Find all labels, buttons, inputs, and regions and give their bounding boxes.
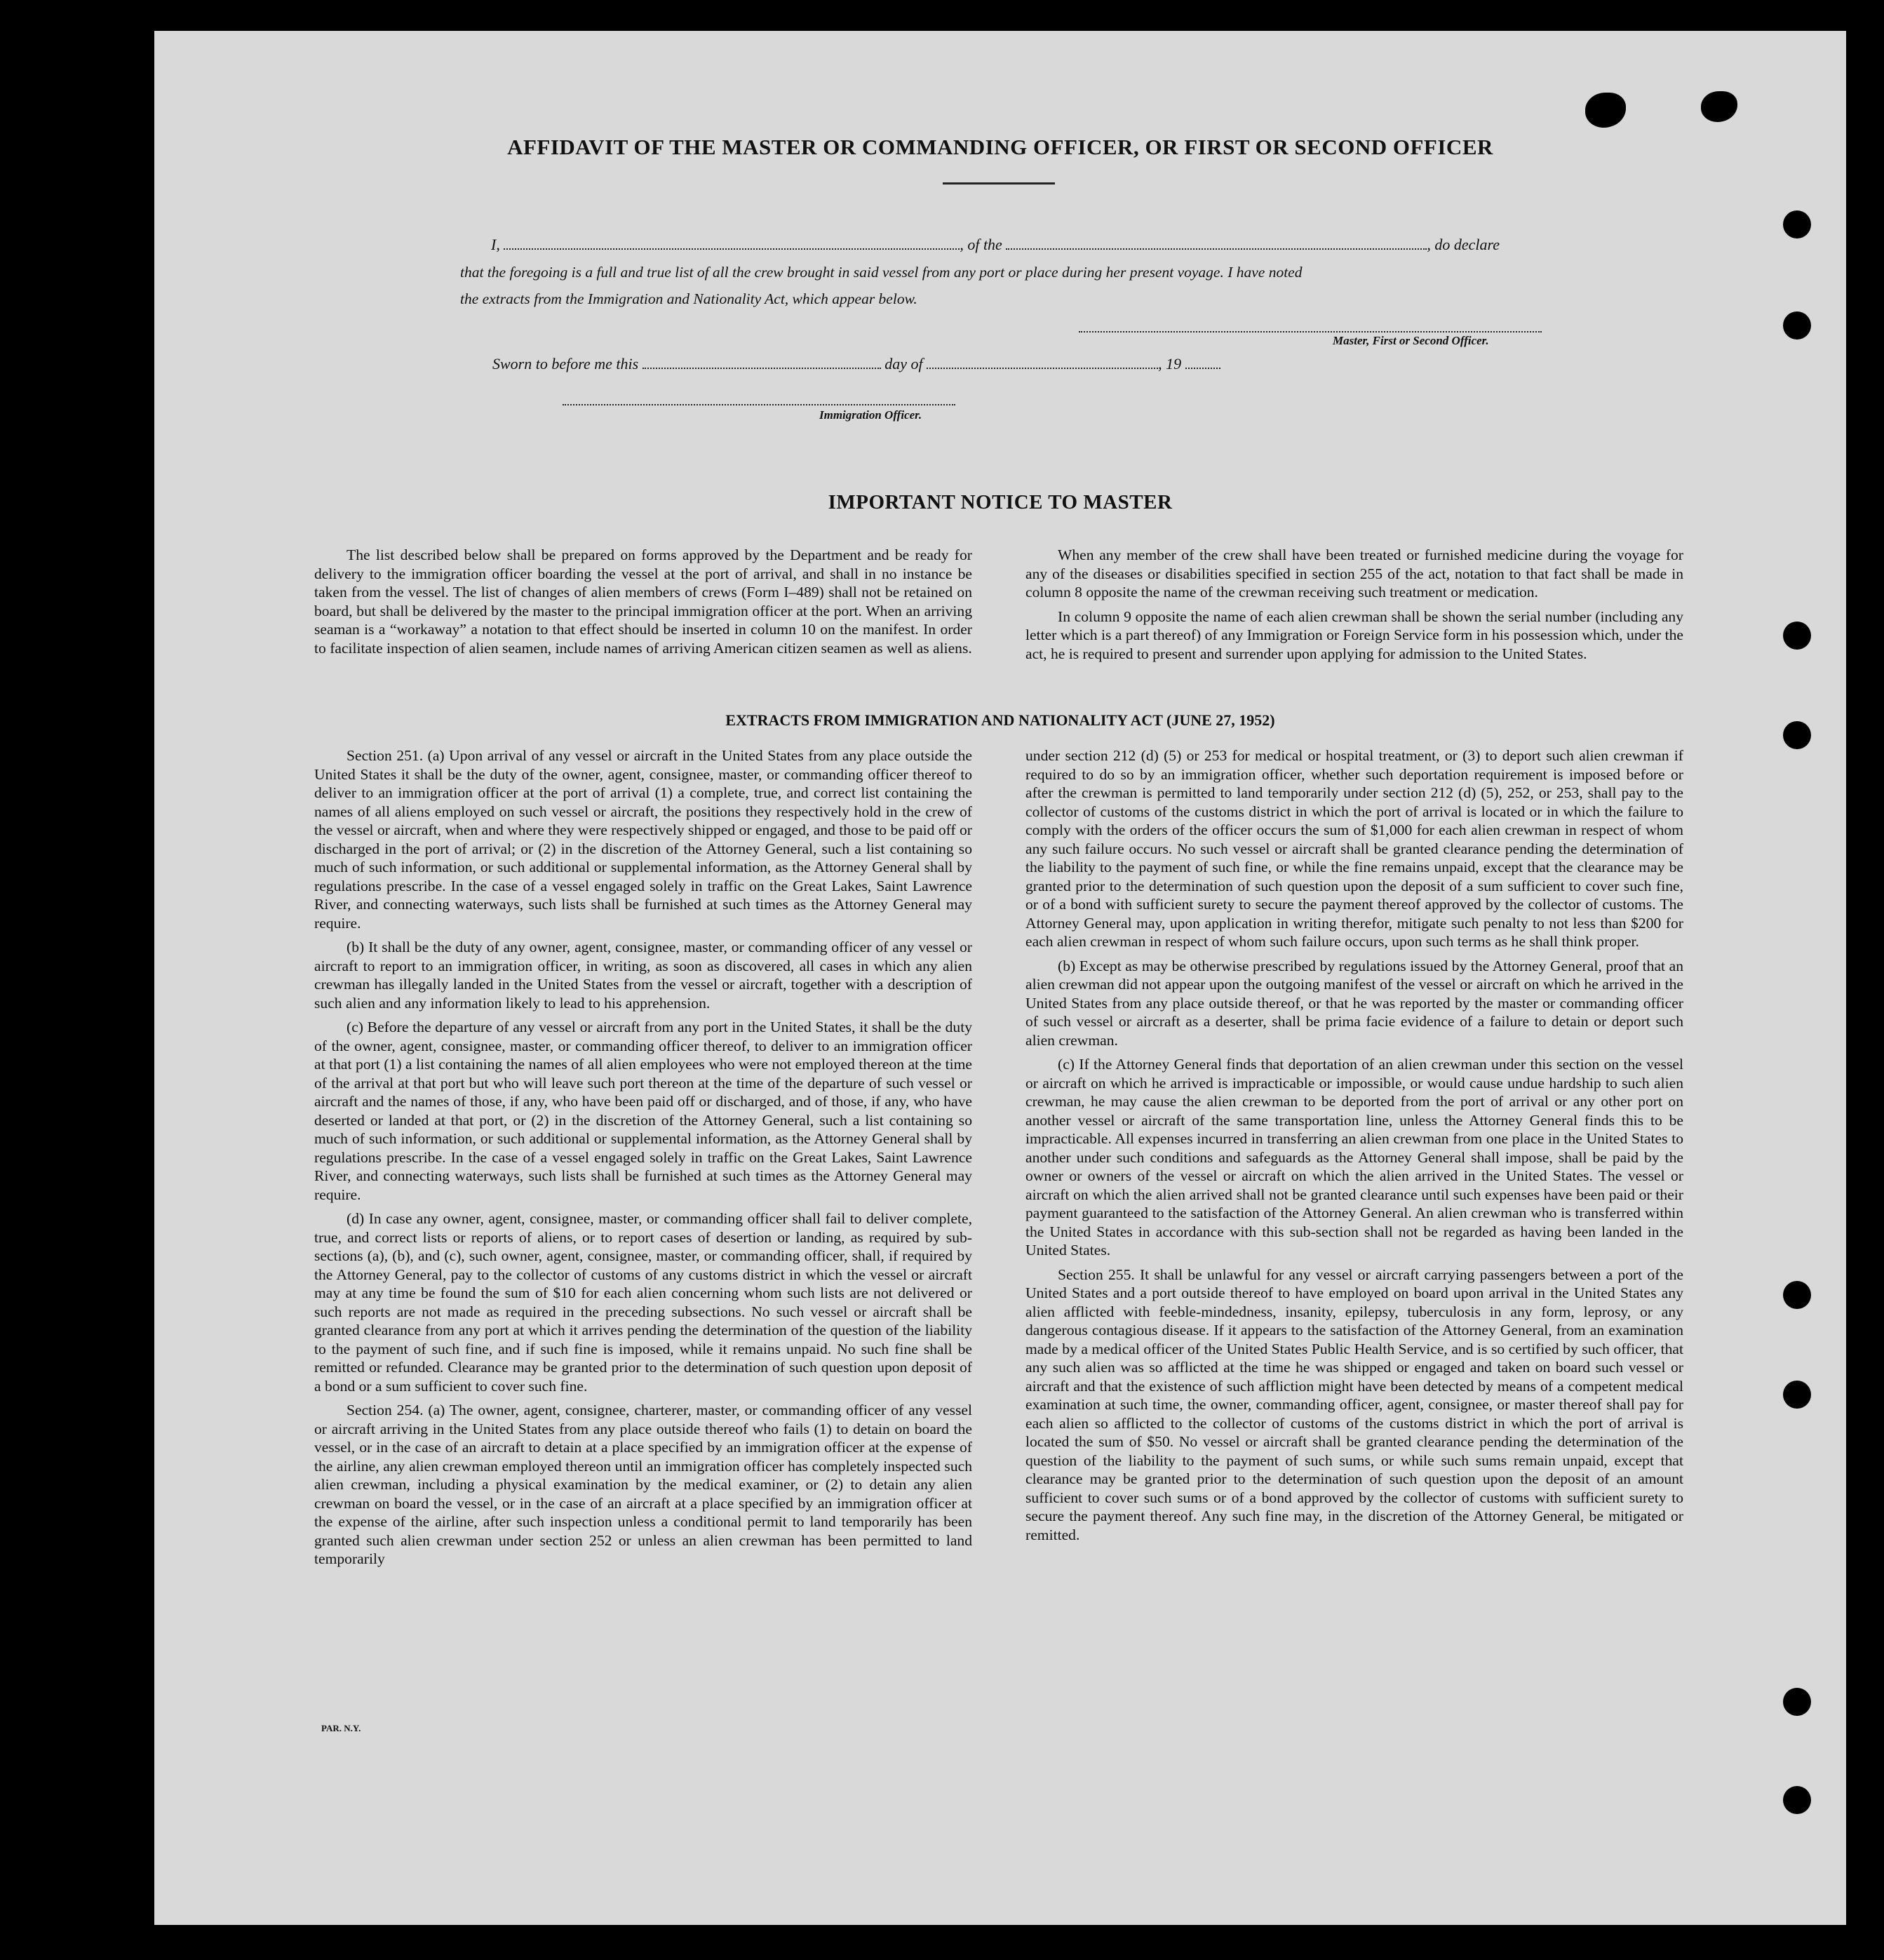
notice-title: IMPORTANT NOTICE TO MASTER <box>828 491 1173 514</box>
declaration-text-1: that the foregoing is a full and true list of all the crew brought in said vessel from any port or place during her present voyage. I have noted <box>460 264 1303 281</box>
notice-left-paragraph: The list described below shall be prepared on forms approved by the Department and be ready for delivery to the immigration officer boarding the vessel at the port of arrival, and shall in no instance be taken from the vessel. The list of changes of alien members of crews (Form I–489) shall not be retained on board, but shall be delivered by the master to the principal immigration officer at the port. When an arriving seaman is a “workaway” a notation to that effect should be inserted in column 10 on the manifest. In order to facilitate inspection of alien seamen, include names of arriving American citizen seamen as well as aliens. <box>314 546 972 657</box>
master-signature-label: Master, First or Second Officer. <box>1333 334 1489 347</box>
sworn-label: Sworn to before me this <box>492 355 639 372</box>
year-label: , 19 <box>1158 355 1182 372</box>
section-251c: (c) Before the departure of any vessel or aircraft from any port in the United States, it shall be the duty of the owner, agent, consignee, master, or commanding officer thereof, to deliver to an immigration officer at that port (1) a list containing the names of all alien employees who were not employed thereon at the time of the arrival at that port but who will leave such port thereon at the time of the departure of such vessel or aircraft and the names of those, if any, who have been paid off or discharged, and of those, if any, who have deserted or landed at that port, or (2) in the discretion of the Attorney General, such a list containing so much of such information, or such additional or supplemental information, as the Attorney General shall by regulations prescribe. In the case of a vessel engaged solely in traffic on the Great Lakes, Saint Lawrence River, and connecting waterways, such lists shall be furnished at such times as the Attorney General may require. <box>314 1019 972 1203</box>
extracts-title: EXTRACTS FROM IMMIGRATION AND NATIONALITY ACT (JUNE 27, 1952) <box>725 711 1275 729</box>
section-251a: Section 251. (a) Upon arrival of any vessel or aircraft in the United States from any place outside the United States it shall be the duty of the owner, agent, consignee, master, or commanding officer thereof to deliver to an immigration officer at the port of arrival (1) a complete, true, and correct list containing the names of all aliens employed on such vessel or aircraft, the positions they respectively hold in the crew of the vessel or aircraft, when and where they were respectively shipped or engaged, and those to be paid off or discharged in the port of arrival; or (2) in the discretion of the Attorney General, such a list containing so much of such information, or such additional or supplemental information, as the Attorney General shall by regulations prescribe. In the case of a vessel engaged solely in traffic on the Great Lakes, Saint Lawrence River, and connecting waterways, such lists shall be furnished at such times as the Attorney General may require. <box>314 747 972 932</box>
affidavit-declaration-line <box>491 236 1711 254</box>
binder-hole <box>1783 1381 1811 1409</box>
officer-signature-line[interactable] <box>563 404 955 405</box>
binder-hole <box>1783 1688 1811 1716</box>
name-field[interactable] <box>504 248 960 250</box>
binder-hole <box>1783 622 1811 650</box>
notice-right-column <box>1025 546 1683 669</box>
officer-signature-label: Immigration Officer. <box>819 408 922 422</box>
i-label: I, <box>491 236 500 253</box>
punch-mark <box>1585 93 1626 128</box>
affidavit-title: AFFIDAVIT OF THE MASTER OR COMMANDING OFFICER, OR FIRST OR SECOND OFFICER <box>507 135 1493 159</box>
notice-right-paragraph-2: In column 9 opposite the name of each alien crewman shall be shown the serial number (including any letter which is a part thereof) of any Immigration or Foreign Service form in his possession which, under the act, he is required to present and surrender upon applying for admission to the United States. <box>1025 608 1683 662</box>
title-rule <box>943 182 1055 184</box>
extracts-right-column <box>1025 746 1683 1550</box>
sworn-day-field[interactable] <box>642 368 881 369</box>
section-254b: (b) Except as may be otherwise prescribed by regulations issued by the Attorney General, proof that an alien crewman did not appear upon the outgoing manifest of the vessel or aircraft on which he arrived in the United States from any place outside thereof, or that he was reported by the master or commanding officer of such vessel or aircraft as a deserter, shall be prima facie evidence of a failure to detain or deport such alien crewman. <box>1025 957 1683 1049</box>
notice-right-paragraph-1: When any member of the crew shall have been treated or furnished medicine during the voyage for any of the diseases or disabilities specified in section 255 of the act, notation to that fact shall be made in column 8 opposite the name of the crewman receiving such treatment or medication. <box>1025 546 1683 600</box>
of-the-label: , of the <box>960 236 1002 253</box>
punch-mark <box>1701 91 1737 122</box>
sworn-line <box>492 355 1220 373</box>
section-251b: (b) It shall be the duty of any owner, agent, consignee, master, or commanding officer of any vessel or aircraft to report to an immigration officer, in writing, as soon as discovered, all cases in which any alien crewman has illegally landed in the United States from the vessel or aircraft, together with a description of such alien and any information likely to lead to his apprehension. <box>314 939 972 1012</box>
binder-hole <box>1783 311 1811 340</box>
section-254a: Section 254. (a) The owner, agent, consignee, charterer, master, or commanding officer of any vessel or aircraft arriving in the United States from any place outside thereof who fails (1) to detain on board the vessel, or in the case of an aircraft to detain at a place specified by an immigration officer at the expense of the airline, any alien crewman employed thereon until an immigration officer has completely inspected such alien crewman, including a physical examination by the medical examiner, or (2) to detain any alien crewman on board the vessel, or in the case of an aircraft at a place specified by an immigration officer at the expense of the airline, after such inspection unless a conditional permit to land temporarily has been granted such alien crewman under section 252 or unless an alien crewman has been permitted to land temporarily <box>314 1402 972 1567</box>
sworn-year-field[interactable] <box>1185 368 1220 369</box>
section-251d: (d) In case any owner, agent, consignee, master, or commanding officer shall fail to deliver complete, true, and correct lists or reports of aliens, or to report cases of desertion or landing, as required by sub-sections (a), (b), and (c), such owner, agent, consignee, master, or commanding officer, shall, if required by the Attorney General, pay to the collector of customs of any customs district in which the vessel or aircraft may at any time be found the sum of $10 for each alien concerning whom such lists are not delivered or such reports are not made as required in the preceding subsections. No such vessel or aircraft shall be granted clearance from any port at which it arrives pending the determination of the question of the liability to the payment of such fine, and if such fine is imposed, while it remains unpaid. No such fine shall be remitted or refunded. Clearance may be granted prior to the determination of such question upon deposit of a bond or a sum sufficient to cover such fine. <box>314 1210 972 1395</box>
section-255: Section 255. It shall be unlawful for any vessel or aircraft carrying passengers between a port of the United States and a port outside thereof to have employed on board upon arrival in the United States any alien afflicted with feeble-mindedness, insanity, epilepsy, tuberculosis in any form, leprosy, or any dangerous contagious disease. If it appears to the satisfaction of the Attorney General, from an examination made by a medical officer of the United States Public Health Service, and is so certified by such officer, that any such alien was so afflicted at the time he was shipped or engaged and taken on board such vessel or aircraft and that the existence of such affliction might have been detected by means of a competent medical examination at such time, the owner, commanding officer, agent, consignee, or master thereof shall pay for each alien so afflicted to the collector of customs of the customs district in which the port of arrival is located the sum of $50. No vessel or aircraft shall be granted clearance pending the determination of the question of the liability to the payment of such sums, or while such sums remain unpaid, except that clearance may be granted prior to the determination of such question upon the deposit of an amount sufficient to cover such sums or of a bond approved by the collector of customs with sufficient surety to secure the payment thereof. Any such fine may, in the discretion of the Attorney General, be mitigated or remitted. <box>1025 1266 1683 1543</box>
binder-hole <box>1783 1786 1811 1814</box>
master-signature-line[interactable] <box>1079 331 1542 333</box>
extracts-left-column <box>314 746 972 1574</box>
section-254a-continued: under section 212 (d) (5) or 253 for medical or hospital treatment, or (3) to deport such alien crewman if required to do so by an immigration officer, whether such deportation requirement is imposed before or after the crewman is permitted to land temporarily under section 212 (d) (5), 252, or 253, shall pay to the collector of customs of the customs district in which the port of arrival is located or in which the failure to comply with the orders of the officer occurs the sum of $1,000 for each alien crewman in respect of whom any such failure occurs. No such vessel or aircraft shall be granted clearance pending the determination of the liability to the payment of such fine, or while the fine remains unpaid, except that the clearance may be granted prior to the determination of such question upon the deposit of a sum sufficient to cover such fine, or of a bond with sufficient surety to secure the payment thereof approved by the collector of customs. The Attorney General may, upon application in writing therefor, mitigate such penalty to not less than $200 for each alien crewman in respect of whom such failure occurs, upon such terms as he shall think proper. <box>1025 747 1683 950</box>
day-of-label: day of <box>884 355 923 372</box>
document-page <box>154 31 1846 1925</box>
sworn-month-field[interactable] <box>927 368 1158 369</box>
do-declare-label: , do declare <box>1427 236 1500 253</box>
printer-mark: PAR. N.Y. <box>321 1723 361 1733</box>
section-254c: (c) If the Attorney General finds that deportation of an alien crewman under this section on the vessel or aircraft on which he arrived is impracticable or impossible, or would cause undue hardship to such alien crewman, he may cause the alien crewman to be deported from the port of arrival or any other port on another vessel or aircraft of the same transportation line, unless the Attorney General finds this to be impracticable. All expenses incurred in transferring an alien crewman from one place in the United States to another under such conditions and safeguards as the Attorney General shall impose, shall be paid by the owner or owners of the vessel or aircraft on which the alien arrived in the United States. The vessel or aircraft on which the alien arrived shall not be granted clearance until such expenses have been paid or their payment guaranteed to the satisfaction of the Attorney General. An alien crewman who is transferred within the United States in accordance with this sub-section shall not be regarded as having been landed in the United States. <box>1025 1056 1683 1258</box>
declaration-text-2: the extracts from the Immigration and Nationality Act, which appear below. <box>460 290 917 307</box>
notice-left-column <box>314 546 972 663</box>
vessel-field[interactable] <box>1006 248 1427 250</box>
binder-hole <box>1783 210 1811 239</box>
binder-hole <box>1783 1281 1811 1309</box>
